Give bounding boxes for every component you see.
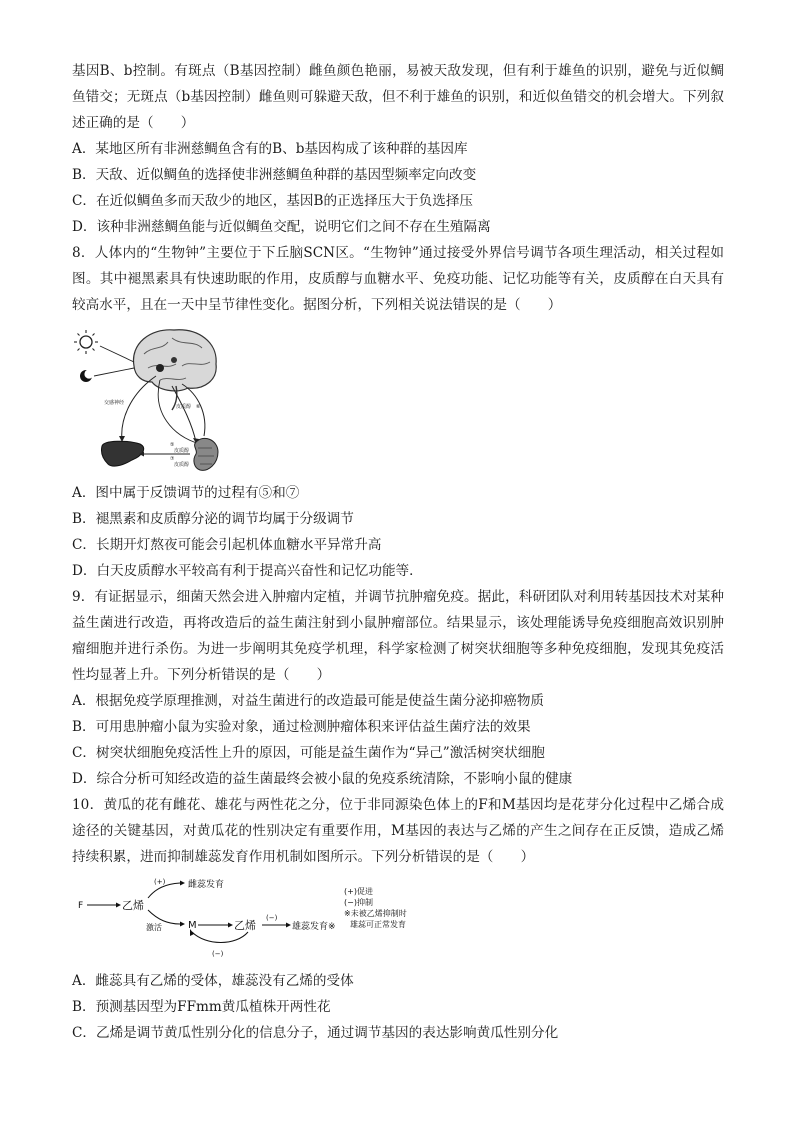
q8-option-b: B．褪黑素和皮质醇分泌的调节均属于分级调节 (72, 511, 354, 527)
q7-option-c: C．在近似鲷鱼多而天敌少的地区，基因B的正选择压大于负选择压 (72, 193, 474, 209)
q10-option-a: A．雌蕊具有乙烯的受体，雄蕊没有乙烯的受体 (72, 973, 354, 989)
adrenal-gland-icon (194, 438, 218, 470)
moon-icon (80, 369, 94, 382)
q8-option-c: C．长期开灯熬夜可能会引起机体血糖水平异常升高 (72, 537, 382, 553)
label-stamen: 雄蕊发育※ (292, 922, 336, 932)
q9-option-b: B．可用患肿瘤小鼠为实验对象，通过检测肿瘤体积来评估益生菌疗法的效果 (72, 719, 531, 735)
q9-option-a: A．根据免疫学原理推测，对益生菌进行的改造最可能是使益生菌分泌抑癌物质 (72, 693, 545, 709)
sun-icon (74, 330, 98, 354)
q9-option-c: C．树突状细胞免疫活性上升的原因，可能是益生菌作为“异己”激活树突状细胞 (72, 745, 545, 761)
q7-option-a: A．某地区所有非洲慈鲷鱼含有的B、b基因构成了该种群的基因库 (72, 141, 468, 157)
q10-stem: 10．黄瓜的花有雌花、雄花与两性花之分，位于非同源染色体上的F和M基因均是花芽分化过程中乙烯合成途径的关键基因，对黄瓜花的性别决定有重要作用，M基因的表达与乙烯的产生之间存在正反馈，造成乙烯持续积累，进而抑制雄蕊发育作用机制如图所示。下列分析错误的是（ ） (72, 797, 724, 865)
label-minus-2: (−) (212, 950, 224, 958)
label-f: F (78, 901, 84, 911)
label-ethylene-2: 乙烯 (234, 919, 256, 932)
label-activate: 激活 (146, 923, 162, 932)
q7-option-b: B．天敌、近似鲷鱼的选择使非洲慈鲷鱼种群的基因型频率定向改变 (72, 167, 477, 183)
liver-icon (101, 441, 143, 466)
q9-option-d: D．综合分析可知经改造的益生菌最终会被小鼠的免疫系统清除，不影响小鼠的健康 (72, 771, 573, 787)
label-m: M (188, 920, 197, 931)
legend-note-2: 雄蕊可正常发育 (350, 920, 406, 929)
number-5: ⑤ (170, 442, 175, 448)
number-6: ⑥ (196, 404, 201, 410)
label-plus: (+) (154, 878, 166, 886)
label-pistil: 雌蕊发育 (188, 880, 225, 890)
legend-note-1: ※未被乙烯抑制时 (344, 909, 407, 918)
label-minus-1: (−) (266, 914, 278, 922)
q10-option-b: B．预测基因型为FFmm黄瓜植株开两性花 (72, 999, 331, 1015)
ethylene-mechanism-figure (76, 874, 456, 966)
legend-inhibit: (−)抑制 (344, 898, 373, 907)
label-ethylene-1: 乙烯 (122, 899, 144, 912)
q8-option-d: D．白天皮质醇水平较高有利于提高兴奋性和记忆功能等． (72, 563, 423, 579)
q10-option-c: C．乙烯是调节黄瓜性别分化的信息分子，通过调节基因的表达影响黄瓜性别分化 (72, 1025, 559, 1041)
exam-page (72, 58, 724, 1046)
number-7: ⑦ (170, 456, 175, 462)
q7-option-d: D．该种非洲慈鲷鱼能与近似鲷鱼交配，说明它们之间不存在生殖隔离 (72, 219, 491, 235)
biological-clock-figure (72, 324, 232, 476)
q8-option-a: A．图中属于反馈调节的过程有⑤和⑦ (72, 485, 300, 501)
cortisol-label-3: 皮质醇 (174, 462, 190, 468)
biological-clock-diagram (72, 324, 232, 476)
q9-stem: 9．有证据显示，细菌天然会进入肿瘤内定植，并调节抗肿瘤免疫。据此，科研团队对利用转基因技术对某种益生菌进行改造，再将改造后的益生菌注射到小鼠肿瘤部位。结果显示，该处理能诱导免疫细胞高效识别肿瘤细胞并进行杀伤。为进一步阐明其免疫学机理，科学家检测了树突状细胞等多种免疫细胞，发现其免疫活性均显著上升。下列分析错误的是（ ） (72, 589, 724, 683)
nerve-label: 交感神经 (104, 400, 125, 406)
brain-icon (133, 330, 216, 410)
q7-stem: 基因B、b控制。有斑点（B基因控制）雌鱼颜色艳丽，易被天敌发现，但有利于雄鱼的识别，避免与近似鲷鱼错交；无斑点（b基因控制）雌鱼则可躲避天敌，但不利于雄鱼的识别，和近似鱼错交的机会增大。下列叙述正确的是（ ） (72, 63, 724, 131)
legend-promote: (+)促进 (344, 887, 373, 896)
cortisol-label-2: 皮质醇 (174, 448, 190, 454)
ethylene-mechanism-diagram (76, 874, 456, 966)
cortisol-label-1: 皮质醇 (176, 404, 192, 410)
q8-stem: 8．人体内的“生物钟”主要位于下丘脑SCN区。“生物钟”通过接受外界信号调节各项生理活动，相关过程如图。其中褪黑素具有快速助眠的作用，皮质醇与血糖水平、免疫功能、记忆功能等有关，皮质醇在白天具有较高水平，且在一天中呈节律性变化。据图分析，下列相关说法错误的是（ ） (72, 245, 724, 313)
